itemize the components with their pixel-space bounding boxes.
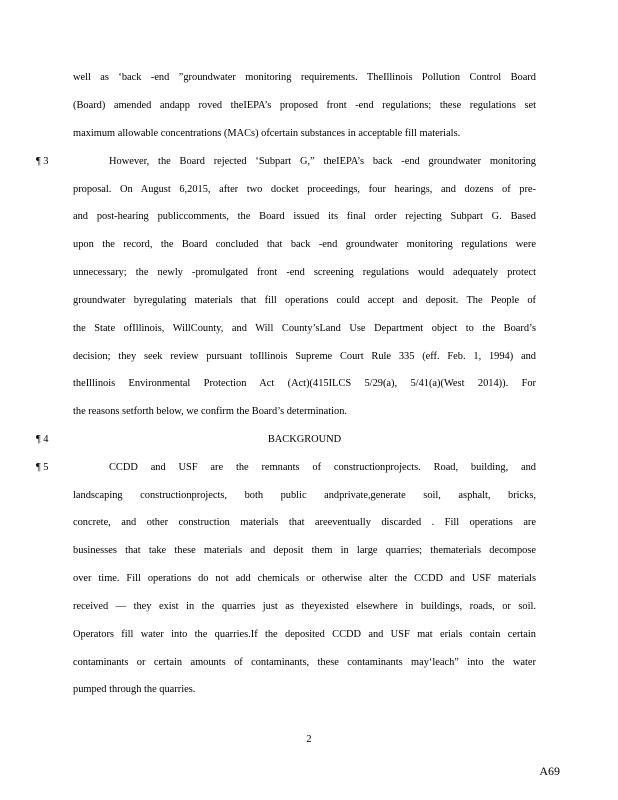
intro-line-2: (Board) amended andapp roved theIEPA’s proposed front -end regulations; these regulations set: [73, 100, 536, 111]
paragraph-3-marker: ¶ 3: [36, 156, 49, 167]
section-heading: BACKGROUND: [267, 434, 342, 445]
paragraph-3-line-5: unnecessary; the newly -promulgated front -end screening regulations would adequately protect: [73, 267, 536, 278]
paragraph-5-line-2: landscaping constructionprojects, both public andprivate,generate soil, asphalt, bricks,: [73, 490, 536, 501]
paragraph-4-marker: ¶ 4: [36, 434, 49, 445]
paragraph-5-line-9: pumped through the quarries.: [73, 684, 196, 695]
paragraph-5-line-5: over time. Fill operations do not add chemicals or otherwise alter the CCDD and USF materials: [73, 573, 536, 584]
paragraph-3-line-9: theIllinois Environmental Protection Act (Act)(415ILCS 5/29(a), 5/41(a)(West 2014)). For: [73, 378, 536, 389]
paragraph-5-line-6: received — they exist in the quarries just as theyexisted elsewhere in buildings, roads, or soil.: [73, 601, 536, 612]
paragraph-5-line-7: Operators fill water into the quarries.If the deposited CCDD and USF mat erials contain certain: [73, 629, 536, 640]
paragraph-3-line-1: However, the Board rejected ‘Subpart G,” theIEPA’s back -end groundwater monitoring: [109, 156, 536, 167]
paragraph-3-line-10: the reasons setforth below, we confirm the Board’s determination.: [73, 406, 348, 417]
intro-line-3: maximum allowable concentrations (MACs) ofcertain substances in acceptable fill materials.: [73, 128, 461, 139]
page-number: 2: [306, 734, 312, 745]
paragraph-5-line-4: businesses that take these materials and deposit them in large quarries; thematerials decompose: [73, 545, 536, 556]
paragraph-5-line-1: CCDD and USF are the remnants of constructionprojects. Road, building, and: [109, 462, 536, 473]
paragraph-3-line-3: and post-hearing publiccomments, the Board issued its final order rejecting Subpart G. Based: [73, 211, 536, 222]
intro-line-1: well as ‘back -end ”groundwater monitoring requirements. TheIllinois Pollution Control Board: [73, 72, 536, 83]
exhibit-label: A69: [539, 764, 560, 778]
paragraph-3-line-4: upon the record, the Board concluded that back -end groundwater monitoring regulations were: [73, 239, 536, 250]
paragraph-5-marker: ¶ 5: [36, 462, 49, 473]
paragraph-5-line-8: contaminants or certain amounts of contaminants, these contaminants may‘leach” into the water: [73, 657, 536, 668]
paragraph-3-line-8: decision; they seek review pursuant toIllinois Supreme Court Rule 335 (eff. Feb. 1, 1994) and: [73, 351, 536, 362]
paragraph-3-line-6: groundwater byregulating materials that fill operations could accept and deposit. The People of: [73, 295, 536, 306]
paragraph-3-line-2: proposal. On August 6,2015, after two docket proceedings, four hearings, and dozens of pre-: [73, 184, 536, 195]
paragraph-3-line-7: the State ofIllinois, WillCounty, and Will County’sLand Use Department object to the Board’s: [73, 323, 536, 334]
paragraph-5-line-3: concrete, and other construction materials that areeventually discarded . Fill operations are: [73, 517, 536, 528]
